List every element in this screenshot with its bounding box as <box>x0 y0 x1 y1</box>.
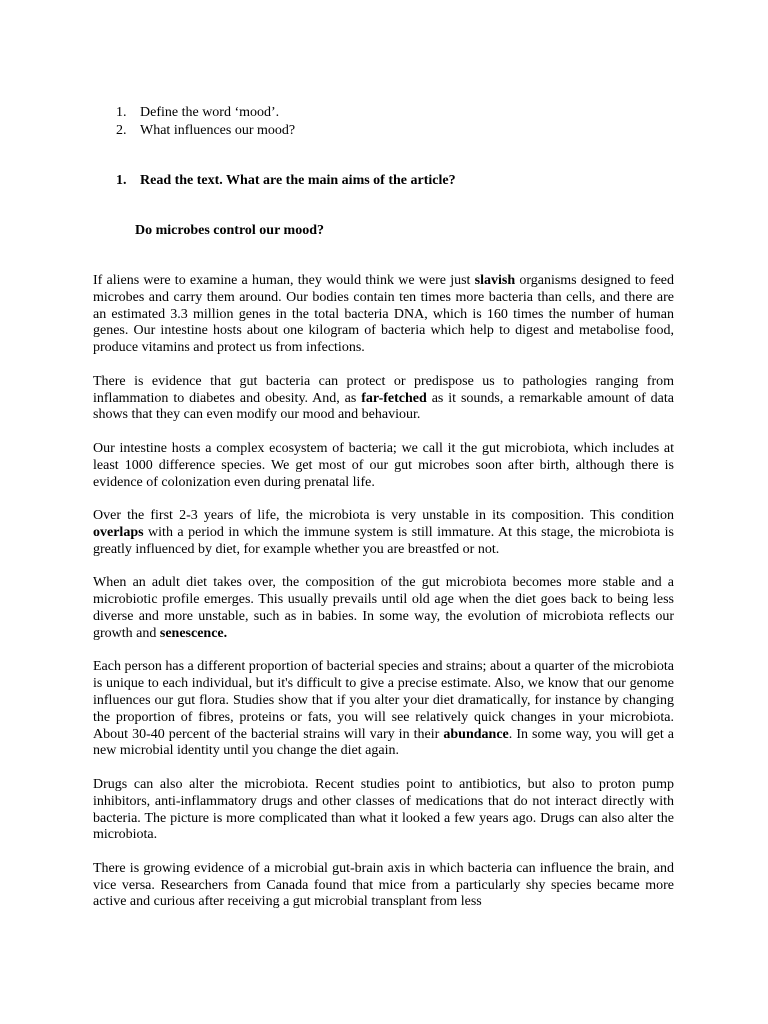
article-paragraph <box>93 273 674 357</box>
task-number: 1. <box>116 173 127 188</box>
article-paragraph <box>93 508 674 558</box>
question-2 <box>116 122 295 140</box>
article-paragraph <box>93 441 674 491</box>
question-number: 1. <box>116 105 127 120</box>
question-number: 2. <box>116 122 127 138</box>
article-paragraph <box>93 659 674 760</box>
paragraph-text: Each person has a different proportion of bacterial species and strains; about a quarter of the microbiota is unique to each individual, but it's difficult to give a precise estimate. Also, we know that our genome influences our gut flora. Studies show that if you alter your diet dramatically, for instance by changing the proportion of fibres, proteins or fats, you will see relatively quick changes in your microbiota. About 30-40 percent of the bacterial strains will vary in their <box>93 659 674 742</box>
question-1 <box>116 104 295 122</box>
paragraph-text: Our intestine hosts a complex ecosystem of bacteria; we call it the gut microbiota, which includes at least 1000 difference species. We get most of our gut microbes soon after birth, although there is evidence of colonization even during prenatal life. <box>93 440 674 490</box>
vocabulary-term: far-fetched <box>361 390 427 406</box>
article-paragraph <box>93 861 674 911</box>
vocabulary-term: abundance <box>443 726 509 742</box>
vocabulary-term: slavish <box>474 273 516 288</box>
article-body <box>93 273 674 911</box>
paragraph-text: When an adult diet takes over, the composition of the gut microbiota becomes more stable and a microbiotic profile emerges. This usually prevails until old age when the diet goes back to being less diverse and more unstable, such as in babies. In some way, the evolution of microbiota reflects our growth and <box>93 575 674 641</box>
vocabulary-term: senescence. <box>159 625 228 641</box>
paragraph-text: There is evidence that gut bacteria can protect or predispose us to pathologies ranging from inflammation to diabetes and obesity. And, as <box>93 373 674 406</box>
vocabulary-term: overlaps <box>93 524 144 540</box>
paragraph-text: Over the first 2-3 years of life, the microbiota is very unstable in its composition. This condition <box>93 508 674 524</box>
article-paragraph <box>93 374 674 424</box>
paragraph-text: There is growing evidence of a microbial gut-brain axis in which bacteria can influence the brain, and vice versa. Researchers from Canada found that mice from a particularly shy species became more active and curious after receiving a gut microbial transplant from less <box>93 860 674 910</box>
paragraph-text: . In some way, you will get a new microbial identity until you change the diet again. <box>93 726 674 759</box>
warmup-questions <box>116 104 295 139</box>
reading-task <box>116 172 456 189</box>
paragraph-text: Drugs can also alter the microbiota. Recent studies point to antibiotics, but also to proton pump inhibitors, anti-inflammatory drugs and other classes of medications that do not interact directly with bacteria. The picture is more complicated than what it looked a few years ago. Drugs can also alter the microbiota. <box>93 776 674 843</box>
paragraph-text: as it sounds, a remarkable amount of data shows that they can even modify our mood and behaviour. <box>93 390 675 423</box>
question-text: What influences our mood? <box>140 122 296 138</box>
paragraph-text: organisms designed to feed microbes and carry them around. Our bodies contain ten times more bacteria than cells, and there are an estimated 3.3 million genes in the total bacteria DNA, which is 160 times the number of human genes. Our intestine hosts about one kilogram of bacteria which help to digest and metabolise food, produce vitamins and protect us from infections. <box>93 273 674 356</box>
paragraph-text: with a period in which the immune system is still immature. At this stage, the microbiota is greatly influenced by diet, for example whether you are breastfed or not. <box>93 524 674 557</box>
paragraph-text: If aliens were to examine a human, they would think we were just <box>93 273 475 288</box>
task-text: Read the text. What are the main aims of the article? <box>140 173 456 188</box>
article-paragraph <box>93 777 674 844</box>
article-headline: Do microbes control our mood? <box>135 223 324 238</box>
question-text: Define the word ‘mood’. <box>140 105 280 120</box>
article-paragraph <box>93 575 674 642</box>
